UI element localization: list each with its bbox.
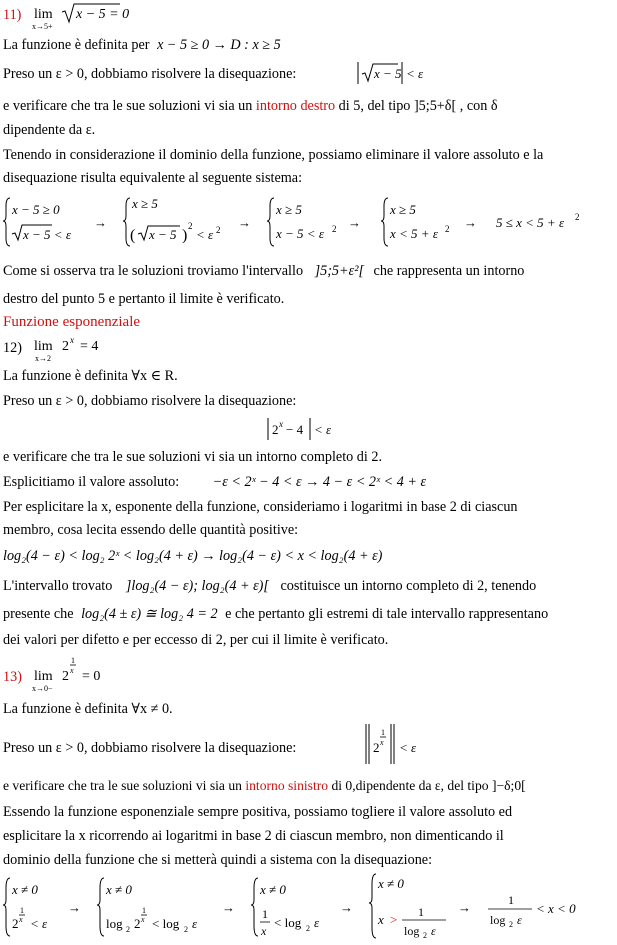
ex13-ineq-formula [364, 722, 434, 766]
ex12-explicit-pre: Esplicitiamo il valore assoluto: [3, 474, 180, 490]
ex12-domain-text: La funzione è definita ∀x ∈ R. [3, 368, 178, 384]
svg-text:2: 2 [445, 224, 450, 234]
svg-text:x − 5 < ε: x − 5 < ε [276, 226, 324, 241]
ex11-lim: lim [34, 7, 53, 22]
ex12-present-post: e che pertanto gli estremi di tale intervallo rappresentano [225, 606, 549, 622]
svg-text:1: 1 [20, 906, 24, 915]
svg-text:x − 5 < ε: x − 5 < ε [23, 227, 71, 242]
svg-text:→: → [238, 215, 251, 230]
ex12-interval-math: ]log₂(4 − ε); log₂(4 + ε)[ [125, 578, 269, 594]
ex11-ineq-formula [356, 60, 436, 86]
ex13-number: 13) [3, 669, 22, 685]
ex12-verify-text: e verificare che tra le sue soluzioni vi sia un intorno completo di 2. [3, 449, 383, 465]
svg-text:2: 2 [12, 916, 19, 931]
svg-text:x < 5 + ε: x < 5 + ε [390, 226, 438, 241]
svg-text:x ≥ 5: x ≥ 5 [132, 196, 158, 211]
ex12-limit-formula [30, 334, 140, 366]
ex11-consider1 [3, 148, 543, 162]
svg-text:2: 2 [126, 925, 130, 934]
svg-text:2: 2 [216, 225, 221, 235]
ex12-log1 [3, 500, 518, 514]
ex11-domain [3, 38, 281, 52]
svg-text:x: x [279, 419, 283, 429]
section-title: Funzione esponenziale [3, 314, 141, 330]
svg-text:x − 5 = 0: x − 5 = 0 [76, 7, 130, 22]
ex13-exp3-text: dominio della funzione che si metterà quindi a sistema con la disequazione: [3, 852, 433, 868]
ex12-explicit-math: −ε < 2ˣ − 4 < ε → 4 − ε < 2ˣ < 4 + ε [212, 474, 427, 490]
svg-text:2: 2 [62, 669, 69, 684]
svg-text:1: 1 [508, 893, 514, 907]
ex11-result1-interval: ]5;5+ε²[ [314, 263, 364, 279]
svg-text:< ε: < ε [196, 227, 214, 242]
ex13-epsilon-text: Preso un ε > 0, dobbiamo risolvere la disequazione: [3, 740, 297, 756]
ex13-exp2 [3, 829, 504, 843]
ex11-result2-text: destro del punto 5 e pertanto il limite è verificato. [3, 291, 285, 307]
svg-text:< ε: < ε [30, 916, 48, 931]
svg-text:2: 2 [272, 422, 279, 437]
svg-text:2: 2 [306, 924, 310, 933]
svg-text:→: → [458, 900, 471, 915]
svg-text:): ) [182, 227, 188, 244]
ex12-heading [3, 341, 22, 355]
svg-text:>: > [390, 912, 398, 927]
ex11-result1-post: che rappresenta un intorno [373, 263, 525, 279]
ex12-values [3, 633, 388, 647]
svg-text:ε: ε [192, 916, 198, 931]
svg-text:ε: ε [431, 924, 436, 938]
ex11-consider2-text: disequazione risulta equivalente al seguente sistema: [3, 170, 303, 186]
svg-text:< ε: < ε [406, 66, 424, 81]
ex11-epsilon-line [3, 67, 296, 81]
ex11-dependent [3, 123, 95, 137]
svg-text:2: 2 [373, 740, 380, 755]
svg-text:2: 2 [62, 339, 69, 354]
ex13-lim-sub: x→0− [32, 684, 53, 693]
ex12-ineq-formula [266, 416, 346, 442]
svg-text:2: 2 [184, 925, 188, 934]
ex12-log2 [3, 523, 298, 537]
ex13-exp1-text: Essendo la funzione esponenziale sempre positiva, possiamo togliere il valore assoluto ed [3, 804, 513, 820]
svg-text:→: → [68, 900, 81, 915]
svg-text:x: x [141, 915, 145, 924]
ex12-lim-sub: x→2 [35, 354, 51, 363]
ex13-limit-formula [30, 654, 140, 696]
ex11-heading [3, 8, 21, 22]
svg-text:→: → [348, 215, 361, 230]
ex13-heading [3, 670, 22, 684]
svg-text:x: x [261, 924, 267, 938]
ex12-epsilon-line [3, 394, 296, 408]
ex13-lim: lim [34, 669, 53, 684]
ex12-log1-text: Per esplicitare la x, esponente della funzione, consideriamo i logaritmi in base 2 di ciascun [3, 499, 518, 515]
svg-text:2: 2 [509, 920, 513, 929]
ex12-interval-post: costituisce un intorno completo di 2, tenendo [280, 578, 537, 594]
svg-text:x ≠ 0: x ≠ 0 [12, 882, 38, 897]
ex12-number: 12) [3, 340, 22, 356]
ex13-domain-text: La funzione è definita ∀x ≠ 0. [3, 701, 173, 717]
svg-text:x: x [378, 912, 384, 927]
svg-text:− 4: − 4 [286, 422, 304, 437]
ex13-system-formula [2, 872, 602, 942]
ex12-explicit [3, 475, 426, 489]
ex11-lim-sub: x→5+ [32, 22, 53, 31]
svg-text:ε: ε [314, 915, 320, 930]
ex13-epsilon-line [3, 741, 296, 755]
svg-text:2: 2 [332, 224, 337, 234]
svg-text:1: 1 [71, 656, 75, 665]
ex11-verify-post: di 5, del tipo ]5;5+δ[ , con δ [338, 98, 498, 114]
ex11-number: 11) [3, 7, 22, 23]
svg-text:2: 2 [423, 931, 427, 940]
ex11-dependent-text: dipendente da ε. [3, 122, 96, 138]
ex12-log-math [3, 549, 382, 563]
svg-text:< log: < log [152, 916, 180, 931]
svg-text:x ≠ 0: x ≠ 0 [260, 882, 286, 897]
ex13-verify [3, 779, 526, 793]
ex11-domain-cond: x − 5 ≥ 0 → D : x ≥ 5 [157, 37, 281, 53]
svg-text:→: → [464, 215, 477, 230]
ex12-log-math-text: log₂(4 − ε) < log₂ 2ˣ < log₂(4 + ε) → log₂(4 − ε) < x < log₂(4 + ε) [3, 548, 383, 564]
ex12-present-math: log₂(4 ± ε) ≅ log₂ 4 = 2 [81, 606, 218, 622]
svg-text:x − 5: x − 5 [149, 227, 177, 242]
svg-text:5 ≤ x < 5 + ε: 5 ≤ x < 5 + ε [496, 215, 565, 230]
svg-text:< ε: < ε [399, 740, 417, 755]
svg-text:ε: ε [517, 913, 522, 927]
ex13-exp1 [3, 805, 512, 819]
ex12-present [3, 607, 548, 621]
svg-text:x ≥ 5: x ≥ 5 [390, 202, 416, 217]
ex13-verify-pre: e verificare che tra le sue soluzioni vi sia un [3, 778, 242, 793]
svg-text:1: 1 [142, 906, 146, 915]
ex11-verify-pre: e verificare che tra le sue soluzioni vi sia un [3, 98, 253, 114]
ex12-values-text: dei valori per difetto e per eccesso di 2, per cui il limite è verificato. [3, 632, 389, 648]
ex11-verify-red: intorno destro [255, 98, 336, 114]
svg-text:1: 1 [418, 905, 424, 919]
ex12-verify [3, 450, 382, 464]
ex11-consider2 [3, 171, 302, 185]
svg-text:2: 2 [188, 221, 193, 231]
ex13-verify-post: di 0,dipendente da ε, del tipo ]−δ;0[ [331, 778, 526, 793]
ex12-lim: lim [34, 339, 53, 354]
svg-text:x: x [70, 335, 74, 345]
svg-text:2: 2 [134, 916, 141, 931]
svg-text:1: 1 [381, 728, 385, 737]
svg-text:= 0: = 0 [82, 669, 101, 684]
svg-text:x: x [380, 738, 384, 747]
ex13-exp2-text: esplicitare la x ricorrendo ai logaritmi in base 2 di ciascun membro, non dimenticando il [3, 828, 504, 844]
svg-text:< log: < log [274, 915, 302, 930]
ex12-domain [3, 369, 178, 383]
ex11-result2 [3, 292, 284, 306]
svg-text:(: ( [130, 227, 136, 244]
ex11-consider1-text: Tenendo in considerazione il dominio della funzione, possiamo eliminare il valore assoluto e la [3, 147, 544, 163]
svg-text:x − 5 ≥ 0: x − 5 ≥ 0 [12, 202, 60, 217]
svg-text:x ≥ 5: x ≥ 5 [276, 202, 302, 217]
svg-text:log: log [106, 916, 123, 931]
svg-text:→: → [340, 900, 353, 915]
ex11-epsilon-text: Preso un ε > 0, dobbiamo risolvere la disequazione: [3, 66, 297, 82]
ex12-epsilon-text: Preso un ε > 0, dobbiamo risolvere la disequazione: [3, 393, 297, 409]
svg-text:x ≠ 0: x ≠ 0 [106, 882, 132, 897]
ex12-interval-pre: L'intervallo trovato [3, 578, 113, 594]
ex12-log2-text: membro, cosa lecita essendo delle quantità positive: [3, 522, 299, 538]
ex11-verify [3, 99, 498, 113]
svg-text:→: → [94, 215, 107, 230]
svg-text:= 4: = 4 [80, 339, 99, 354]
ex13-exp3 [3, 853, 432, 867]
svg-text:x − 5: x − 5 [374, 66, 402, 81]
svg-text:log: log [490, 913, 506, 927]
svg-text:log: log [404, 924, 420, 938]
svg-text:< ε: < ε [314, 422, 332, 437]
svg-text:x: x [70, 666, 74, 675]
ex11-result1 [3, 264, 524, 278]
ex12-interval [3, 579, 536, 593]
svg-text:x: x [19, 915, 23, 924]
ex11-system-formula [2, 192, 602, 250]
svg-text:x ≠ 0: x ≠ 0 [378, 876, 404, 891]
ex11-limit-formula [30, 2, 150, 34]
ex12-present-pre: presente che [3, 606, 74, 622]
ex13-verify-red: intorno sinistro [245, 778, 329, 793]
svg-text:1: 1 [262, 907, 268, 921]
ex11-domain-text: La funzione è definita per [3, 37, 150, 53]
svg-text:→: → [222, 900, 235, 915]
svg-text:< x < 0: < x < 0 [536, 901, 576, 916]
ex11-result1-pre: Come si osserva tra le soluzioni troviamo l'intervallo [3, 263, 304, 279]
svg-text:2: 2 [575, 212, 580, 222]
ex13-domain [3, 702, 173, 716]
